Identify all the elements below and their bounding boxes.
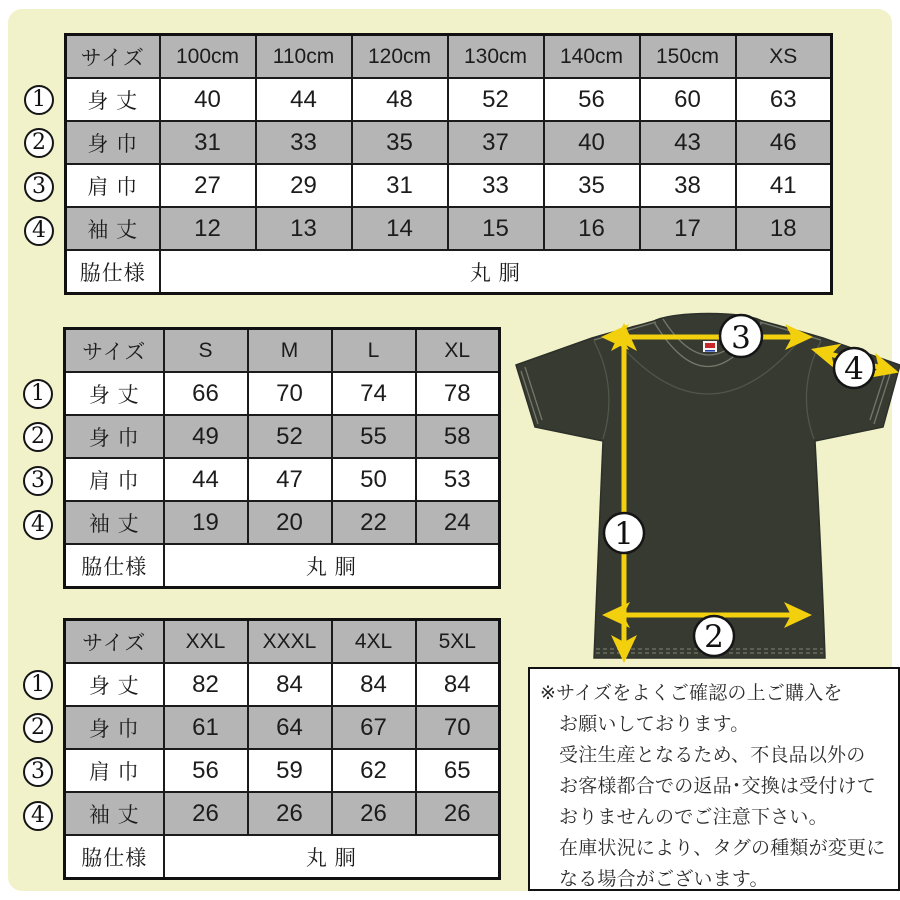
size-table-big — [31, 618, 501, 880]
measure-value: 84 — [416, 663, 500, 706]
measure-row-label: 肩 巾 — [65, 749, 164, 792]
measure-value: 14 — [352, 207, 448, 250]
measure-label-1 — [604, 513, 644, 553]
measure-value: 13 — [256, 207, 352, 250]
measure-value: 63 — [736, 78, 832, 121]
measure-row-label: 肩 巾 — [65, 458, 164, 501]
circled-row-number: 2 — [24, 128, 54, 158]
measure-value: 70 — [248, 372, 332, 415]
size-column-header: 5XL — [416, 620, 500, 664]
circled-row-number: 4 — [24, 216, 54, 246]
notice-line: 在庫状況により、タグの種類が変更に — [559, 838, 886, 859]
measure-value: 52 — [248, 415, 332, 458]
tshirt-measurement-diagram — [506, 305, 900, 669]
measure-value: 29 — [256, 164, 352, 207]
measure-value: 70 — [416, 706, 500, 749]
measure-value: 26 — [416, 792, 500, 835]
side-spec-label: 脇仕様 — [66, 250, 160, 294]
measure-row-label: 袖 丈 — [65, 792, 164, 835]
size-column-header: XS — [736, 35, 832, 79]
measure-row-label: 身 丈 — [65, 663, 164, 706]
measure-value: 53 — [416, 458, 500, 501]
circled-row-number: 1 — [24, 85, 54, 115]
notice-line: なる場合がございます。 — [559, 869, 769, 890]
measure-value: 17 — [640, 207, 736, 250]
size-column-header: 130cm — [448, 35, 544, 79]
measure-value: 31 — [160, 121, 256, 164]
measure-value: 24 — [416, 501, 500, 544]
measure-value: 62 — [332, 749, 416, 792]
notice-line: おりませんのでご注意下さい。 — [559, 807, 828, 828]
size-column-header: 4XL — [332, 620, 416, 664]
measure-label-2 — [694, 616, 734, 656]
size-table-kids — [32, 33, 833, 295]
measure-row-label: 袖 丈 — [65, 501, 164, 544]
size-column-header: XL — [416, 329, 500, 373]
measure-value: 22 — [332, 501, 416, 544]
size-column-header: 150cm — [640, 35, 736, 79]
measure-value: 15 — [448, 207, 544, 250]
measure-value: 56 — [544, 78, 640, 121]
size-column-header: 100cm — [160, 35, 256, 79]
measure-value: 26 — [332, 792, 416, 835]
circled-row-number: 2 — [23, 713, 53, 743]
size-header-label: サイズ — [66, 35, 160, 79]
measure-label-3 — [720, 315, 762, 357]
collar-tag — [703, 341, 717, 352]
measure-row-label: 身 巾 — [66, 121, 160, 164]
measure-value: 64 — [248, 706, 332, 749]
circled-row-number: 2 — [23, 422, 53, 452]
measure-value: 33 — [256, 121, 352, 164]
measure-row-label: 身 巾 — [65, 415, 164, 458]
side-spec-value: 丸 胴 — [164, 544, 500, 588]
measure-value: 74 — [332, 372, 416, 415]
measure-value: 41 — [736, 164, 832, 207]
measure-value: 40 — [544, 121, 640, 164]
measure-value: 44 — [164, 458, 248, 501]
row-number-gutter — [20, 33, 60, 295]
size-column-header: XXXL — [248, 620, 332, 664]
measure-value: 35 — [352, 121, 448, 164]
measure-value: 50 — [332, 458, 416, 501]
circled-row-number: 4 — [23, 510, 53, 540]
size-column-header: M — [248, 329, 332, 373]
circled-row-number: 3 — [23, 466, 53, 496]
measure-value: 33 — [448, 164, 544, 207]
notice-line: ※サイズをよくご確認の上ご購入を — [540, 683, 843, 704]
measure-row-label: 身 丈 — [65, 372, 164, 415]
notice-line: お願いしております。 — [559, 714, 750, 735]
measure-value: 40 — [160, 78, 256, 121]
measure-row-label: 肩 巾 — [66, 164, 160, 207]
size-table-adult — [31, 327, 501, 589]
purchase-notice-box — [528, 667, 900, 891]
size-header-label: サイズ — [65, 329, 164, 373]
measure-value: 12 — [160, 207, 256, 250]
measure-value: 20 — [248, 501, 332, 544]
measure-value: 65 — [416, 749, 500, 792]
size-column-header: 110cm — [256, 35, 352, 79]
svg-text:2: 2 — [704, 619, 724, 655]
size-column-header: 140cm — [544, 35, 640, 79]
measure-value: 46 — [736, 121, 832, 164]
row-number-gutter — [19, 618, 59, 880]
measure-value: 55 — [332, 415, 416, 458]
side-spec-label: 脇仕様 — [65, 835, 164, 879]
measure-value: 19 — [164, 501, 248, 544]
measure-value: 18 — [736, 207, 832, 250]
measure-value: 26 — [248, 792, 332, 835]
measure-value: 37 — [448, 121, 544, 164]
side-spec-label: 脇仕様 — [65, 544, 164, 588]
measure-value: 43 — [640, 121, 736, 164]
measure-value: 66 — [164, 372, 248, 415]
svg-text:4: 4 — [844, 351, 864, 387]
measure-value: 48 — [352, 78, 448, 121]
circled-row-number: 3 — [24, 172, 54, 202]
size-column-header: L — [332, 329, 416, 373]
measure-row-label: 袖 丈 — [66, 207, 160, 250]
measure-value: 26 — [164, 792, 248, 835]
measure-label-4 — [834, 348, 874, 388]
size-column-header: 120cm — [352, 35, 448, 79]
measure-value: 59 — [248, 749, 332, 792]
measure-value: 84 — [248, 663, 332, 706]
measure-value: 52 — [448, 78, 544, 121]
notice-line: 受注生産となるため、不良品以外の — [559, 745, 866, 766]
measure-value: 56 — [164, 749, 248, 792]
measure-value: 49 — [164, 415, 248, 458]
circled-row-number: 1 — [23, 379, 53, 409]
measure-value: 31 — [352, 164, 448, 207]
measure-value: 27 — [160, 164, 256, 207]
side-spec-value: 丸 胴 — [164, 835, 500, 879]
page-background — [8, 9, 892, 891]
side-spec-value: 丸 胴 — [160, 250, 832, 294]
svg-text:1: 1 — [614, 516, 634, 552]
measure-value: 47 — [248, 458, 332, 501]
measure-value: 58 — [416, 415, 500, 458]
circled-row-number: 4 — [23, 801, 53, 831]
measure-value: 84 — [332, 663, 416, 706]
size-column-header: XXL — [164, 620, 248, 664]
size-table — [63, 618, 501, 880]
size-table — [63, 327, 501, 589]
measure-value: 35 — [544, 164, 640, 207]
circled-row-number: 3 — [23, 757, 53, 787]
notice-line: お客様都合での返品･交換は受付けて — [559, 776, 876, 797]
measure-value: 82 — [164, 663, 248, 706]
measure-value: 38 — [640, 164, 736, 207]
measure-value: 67 — [332, 706, 416, 749]
size-table — [64, 33, 833, 295]
row-number-gutter — [19, 327, 59, 589]
measure-value: 60 — [640, 78, 736, 121]
measure-row-label: 身 巾 — [65, 706, 164, 749]
circled-row-number: 1 — [23, 670, 53, 700]
size-column-header: S — [164, 329, 248, 373]
measure-value: 78 — [416, 372, 500, 415]
size-header-label: サイズ — [65, 620, 164, 664]
measure-value: 16 — [544, 207, 640, 250]
svg-text:3: 3 — [731, 320, 751, 356]
measure-value: 44 — [256, 78, 352, 121]
measure-row-label: 身 丈 — [66, 78, 160, 121]
measure-value: 61 — [164, 706, 248, 749]
